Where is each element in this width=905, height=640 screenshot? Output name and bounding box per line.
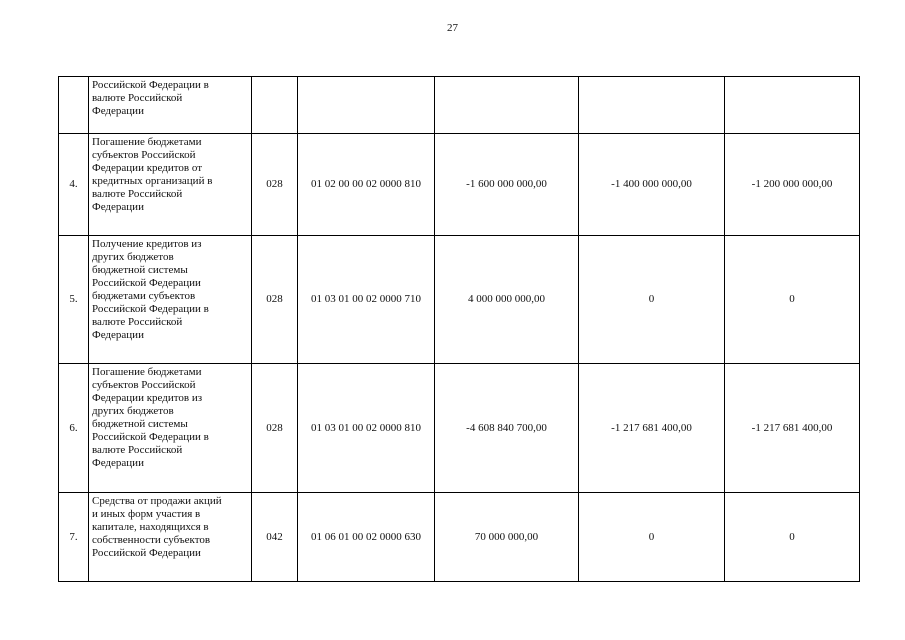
classification-code-cell: 01 03 01 00 02 0000 810 bbox=[298, 364, 435, 493]
classification-code-cell: 01 02 00 00 02 0000 810 bbox=[298, 134, 435, 236]
table-row bbox=[59, 134, 860, 236]
amount-year3-cell: 0 bbox=[725, 493, 860, 582]
source-name-line: Федерации bbox=[92, 105, 144, 117]
table-body bbox=[59, 77, 860, 582]
classification-code-cell: 01 06 01 00 02 0000 630 bbox=[298, 493, 435, 582]
page-number: 27 bbox=[447, 22, 458, 34]
source-name-cell bbox=[89, 134, 252, 236]
row-number-cell: 4. bbox=[59, 134, 89, 236]
source-name-line: Федерации bbox=[92, 201, 144, 213]
source-name-line: других бюджетов bbox=[92, 251, 174, 263]
amount-year2-cell: 0 bbox=[579, 236, 725, 364]
source-name-line: Погашение бюджетами bbox=[92, 366, 202, 378]
budget-sources-table bbox=[58, 76, 860, 582]
source-name-line: валюте Российской bbox=[92, 444, 183, 456]
classification-code-cell: 01 03 01 00 02 0000 710 bbox=[298, 236, 435, 364]
source-name-line: Федерации bbox=[92, 457, 144, 469]
source-name-line: других бюджетов bbox=[92, 405, 174, 417]
table-row bbox=[59, 493, 860, 582]
amount-year3-cell: -1 200 000 000,00 bbox=[725, 134, 860, 236]
admin-code-cell bbox=[252, 77, 298, 134]
admin-code-cell: 028 bbox=[252, 364, 298, 493]
source-name-line: бюджетной системы bbox=[92, 264, 188, 276]
source-name-line: Российской Федерации в bbox=[92, 79, 209, 91]
admin-code-cell: 042 bbox=[252, 493, 298, 582]
admin-code-cell: 028 bbox=[252, 134, 298, 236]
source-name-line: бюджетной системы bbox=[92, 418, 188, 430]
row-number-cell: 7. bbox=[59, 493, 89, 582]
source-name-line: валюте Российской bbox=[92, 92, 183, 104]
table-row bbox=[59, 364, 860, 493]
source-name-line: бюджетами субъектов bbox=[92, 290, 196, 302]
amount-year1-cell bbox=[435, 77, 579, 134]
amount-year3-cell: 0 bbox=[725, 236, 860, 364]
source-name-line: валюте Российской bbox=[92, 316, 183, 328]
table-row bbox=[59, 236, 860, 364]
row-number-cell: 6. bbox=[59, 364, 89, 493]
source-name-cell bbox=[89, 236, 252, 364]
row-number-cell: 5. bbox=[59, 236, 89, 364]
source-name-cell bbox=[89, 77, 252, 134]
source-name-line: Российской Федерации в bbox=[92, 431, 209, 443]
amount-year2-cell: -1 217 681 400,00 bbox=[579, 364, 725, 493]
source-name-line: собственности субъектов bbox=[92, 534, 211, 546]
source-name-line: Погашение бюджетами bbox=[92, 136, 202, 148]
source-name-line: капитале, находящихся в bbox=[92, 521, 209, 533]
source-name-line: Федерации кредитов из bbox=[92, 392, 203, 404]
amount-year1-cell: 4 000 000 000,00 bbox=[435, 236, 579, 364]
amount-year1-cell: -1 600 000 000,00 bbox=[435, 134, 579, 236]
source-name-line: Федерации кредитов от bbox=[92, 162, 203, 174]
source-name-line: кредитных организаций в bbox=[92, 175, 213, 187]
source-name-line: субъектов Российской bbox=[92, 149, 196, 161]
amount-year2-cell bbox=[579, 77, 725, 134]
source-name-cell bbox=[89, 493, 252, 582]
classification-code-cell bbox=[298, 77, 435, 134]
source-name-line: Средства от продажи акций bbox=[92, 495, 222, 507]
amount-year3-cell bbox=[725, 77, 860, 134]
table-row bbox=[59, 77, 860, 134]
source-name-cell bbox=[89, 364, 252, 493]
source-name-line: Российской Федерации bbox=[92, 547, 201, 559]
source-name-line: Российской Федерации bbox=[92, 277, 201, 289]
admin-code-cell: 028 bbox=[252, 236, 298, 364]
row-number-cell bbox=[59, 77, 89, 134]
source-name-line: Российской Федерации в bbox=[92, 303, 209, 315]
amount-year1-cell: 70 000 000,00 bbox=[435, 493, 579, 582]
amount-year3-cell: -1 217 681 400,00 bbox=[725, 364, 860, 493]
amount-year2-cell: -1 400 000 000,00 bbox=[579, 134, 725, 236]
amount-year2-cell: 0 bbox=[579, 493, 725, 582]
source-name-line: и иных форм участия в bbox=[92, 508, 201, 520]
source-name-line: валюте Российской bbox=[92, 188, 183, 200]
source-name-line: субъектов Российской bbox=[92, 379, 196, 391]
source-name-line: Получение кредитов из bbox=[92, 238, 202, 250]
source-name-line: Федерации bbox=[92, 329, 144, 341]
amount-year1-cell: -4 608 840 700,00 bbox=[435, 364, 579, 493]
